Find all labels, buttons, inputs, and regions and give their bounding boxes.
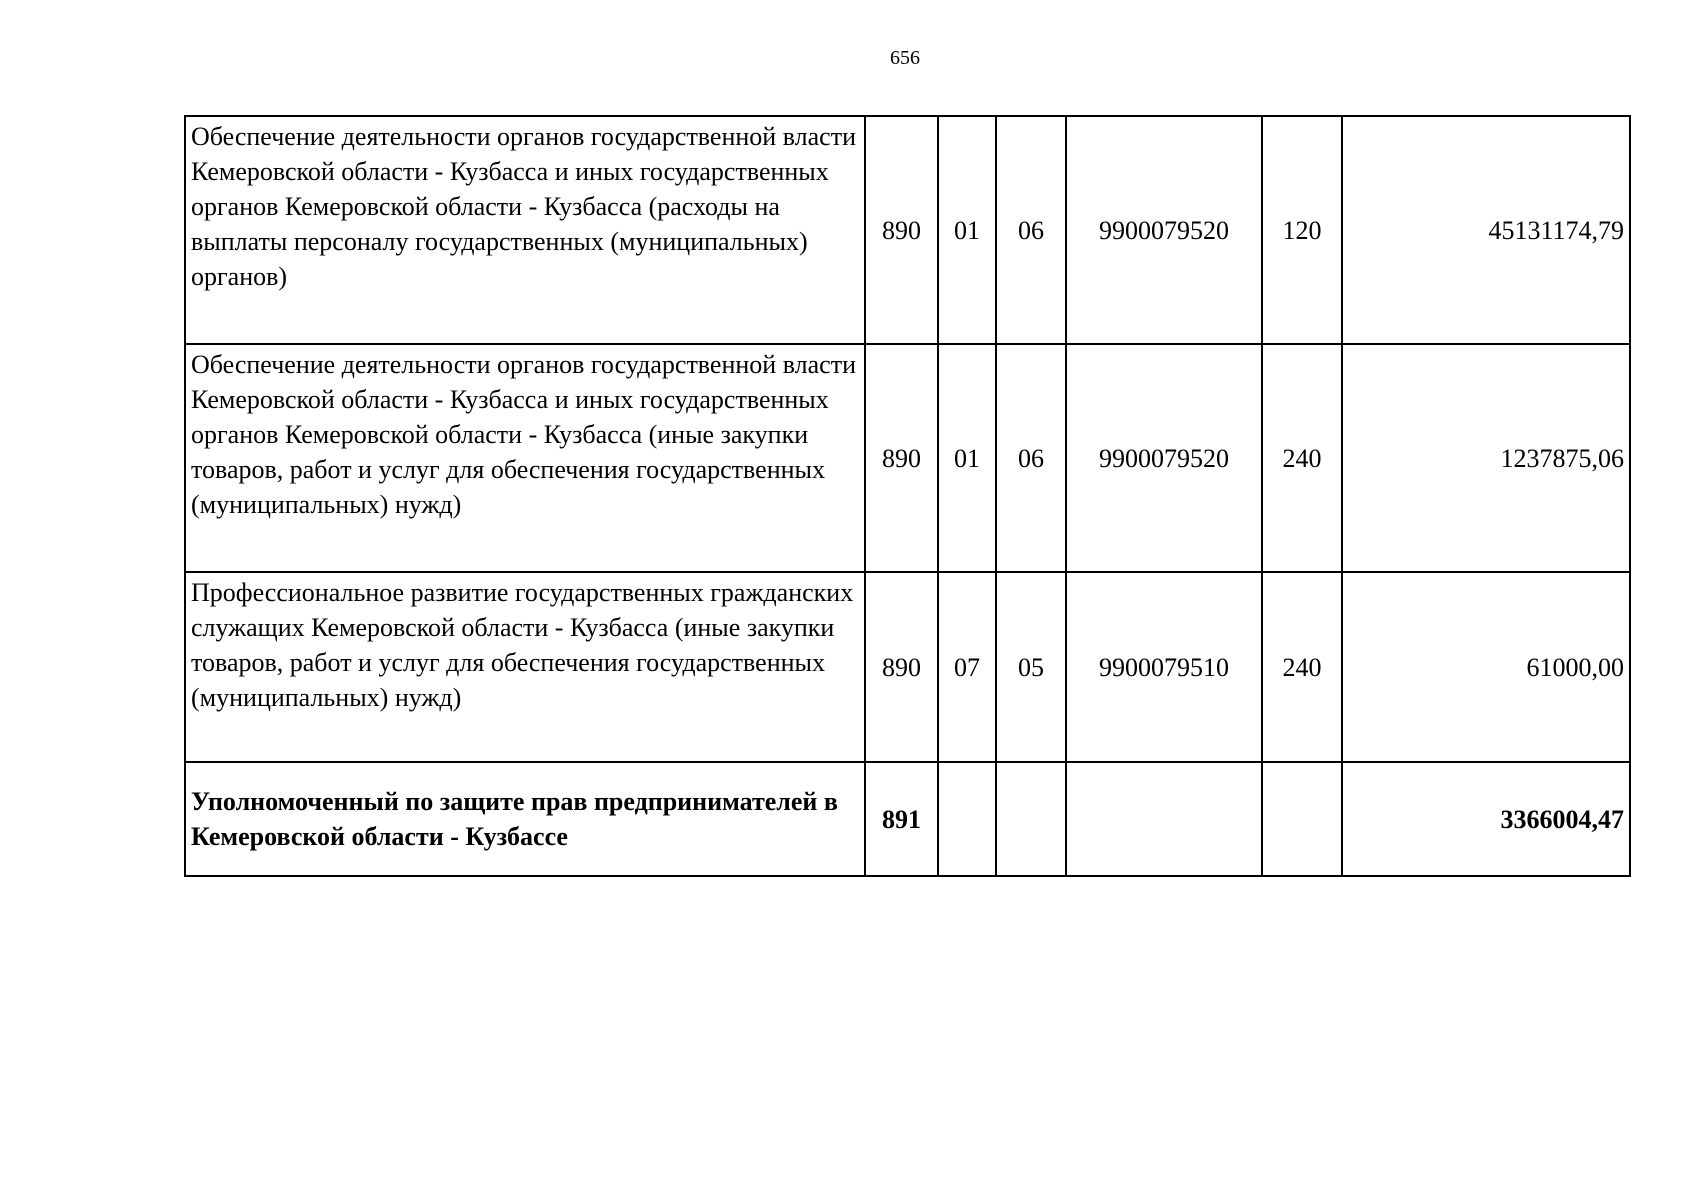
amount: 3366004,47	[1342, 762, 1630, 876]
budget-table	[184, 115, 1631, 877]
row-description: Профессиональное развитие государственных гражданских служащих Кемеровской области - Кузбасса (иные закупки товаров, работ и услуг для обеспечения государственных (муниципальных) нужд)	[185, 572, 865, 762]
subsection-code: 06	[996, 344, 1066, 572]
expense-type-code: 120	[1262, 116, 1342, 344]
department-code: 890	[865, 116, 938, 344]
expense-type-code	[1262, 762, 1342, 876]
table-row	[185, 572, 1630, 762]
target-item-code: 9900079520	[1066, 344, 1262, 572]
amount: 61000,00	[1342, 572, 1630, 762]
department-code: 890	[865, 572, 938, 762]
table-row	[185, 344, 1630, 572]
table-row	[185, 116, 1630, 344]
section-code	[938, 762, 996, 876]
row-description: Обеспечение деятельности органов государственной власти Кемеровской области - Кузбасса и иных государственных органов Кемеровской области - Кузбасса (иные закупки товаров, работ и услуг для обеспечения государственных (муниципальных) нужд)	[185, 344, 865, 572]
amount: 45131174,79	[1342, 116, 1630, 344]
section-code: 01	[938, 344, 996, 572]
expense-type-code: 240	[1262, 572, 1342, 762]
page-number: 656	[890, 47, 920, 69]
subsection-code: 05	[996, 572, 1066, 762]
target-item-code: 9900079520	[1066, 116, 1262, 344]
subsection-code: 06	[996, 116, 1066, 344]
table-row	[185, 762, 1630, 876]
expense-type-code: 240	[1262, 344, 1342, 572]
row-description: Уполномоченный по защите прав предпринимателей в Кемеровской области - Кузбассе	[185, 762, 865, 876]
section-code: 07	[938, 572, 996, 762]
department-code: 890	[865, 344, 938, 572]
target-item-code: 9900079510	[1066, 572, 1262, 762]
row-description: Обеспечение деятельности органов государственной власти Кемеровской области - Кузбасса и иных государственных органов Кемеровской области - Кузбасса (расходы на выплаты персоналу государственных (муниципальных) органов)	[185, 116, 865, 344]
target-item-code	[1066, 762, 1262, 876]
amount: 1237875,06	[1342, 344, 1630, 572]
section-code: 01	[938, 116, 996, 344]
subsection-code	[996, 762, 1066, 876]
department-code: 891	[865, 762, 938, 876]
